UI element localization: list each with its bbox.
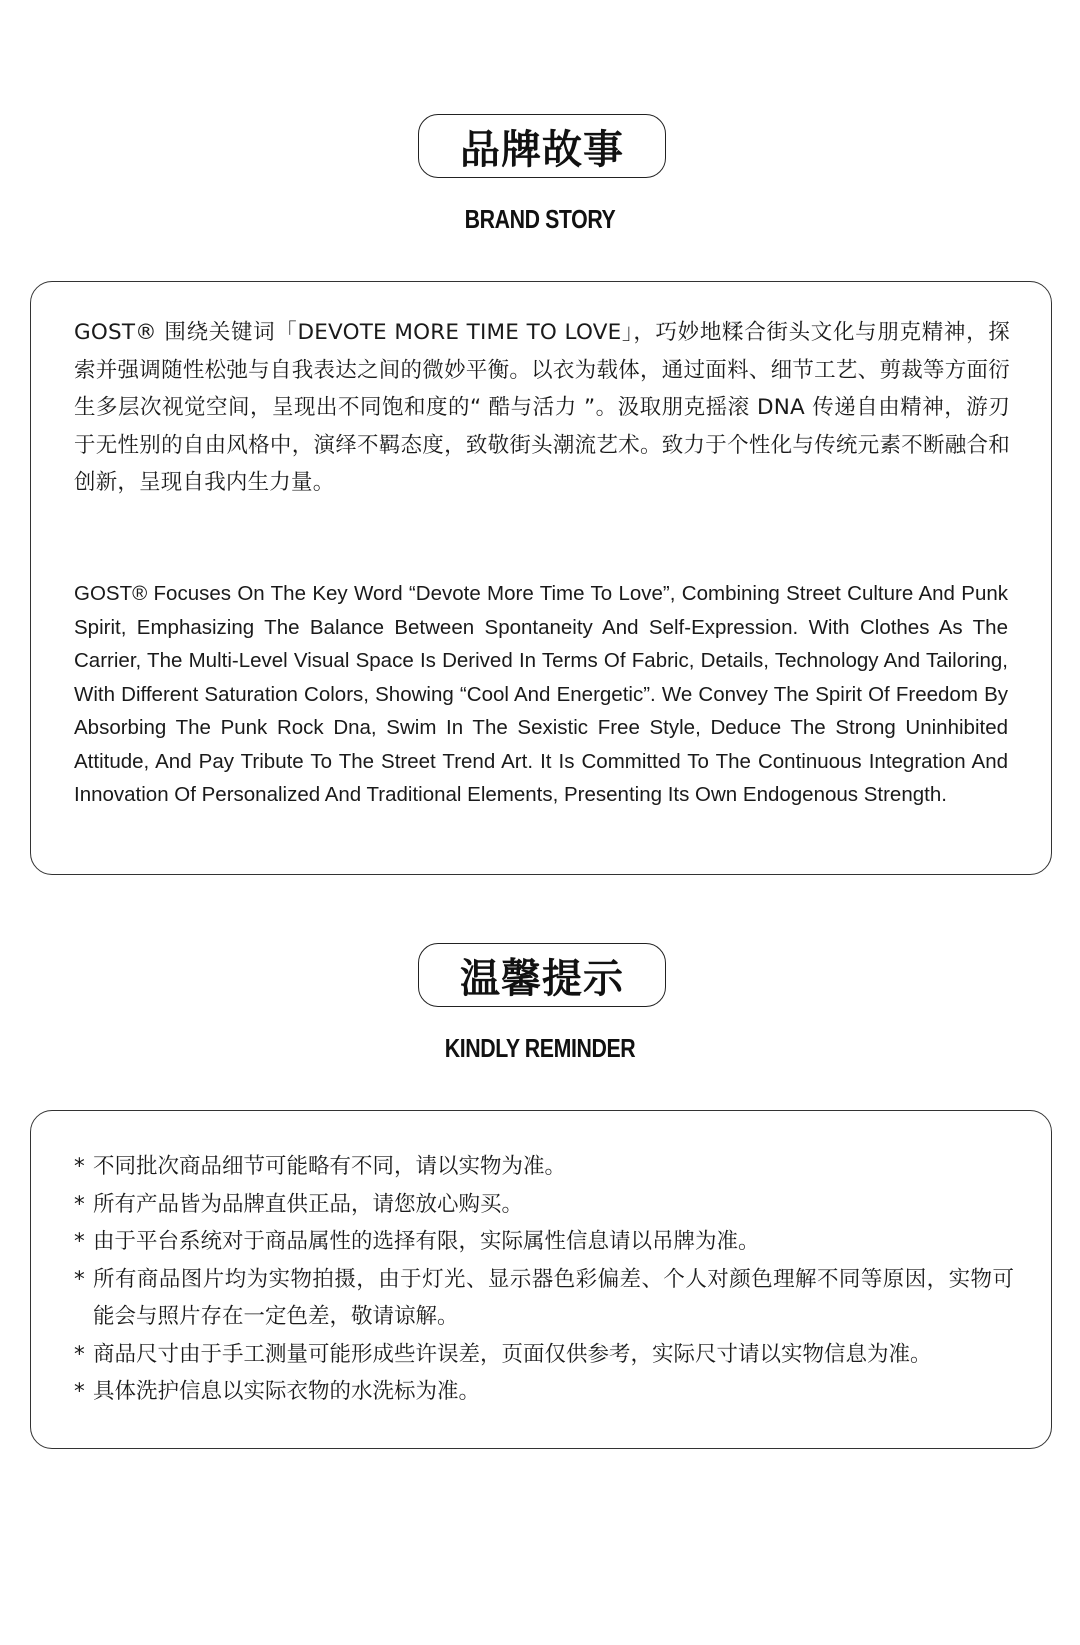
bullet-star: *: [74, 1229, 85, 1254]
reminder-subtitle: KINDLY REMINDER: [444, 1033, 636, 1063]
bullet-star: *: [74, 1266, 85, 1292]
bullet-star: *: [74, 1154, 85, 1179]
reminder-item-text: 具体洗护信息以实际衣物的水洗标为准。: [93, 1379, 481, 1404]
reminder-item: [74, 1261, 1014, 1336]
reminder-item-text: 由于平台系统对于商品属性的选择有限，实际属性信息请以吊牌为准。: [93, 1229, 760, 1254]
reminder-item-text: 不同批次商品细节可能略有不同，请以实物为准。: [93, 1154, 567, 1179]
brand-story-title: 品牌故事: [418, 114, 666, 178]
reminder-list: [74, 1148, 1014, 1411]
reminder-item: [74, 1148, 1014, 1186]
reminder-item: [74, 1186, 1014, 1224]
bullet-star: *: [74, 1341, 85, 1367]
brand-story-subtitle: BRAND STORY: [464, 204, 616, 234]
reminder-item: [74, 1223, 1014, 1261]
reminder-item-text: 所有产品皆为品牌直供正品，请您放心购买。: [93, 1191, 524, 1217]
reminder-item: [74, 1336, 1014, 1374]
brand-story-paragraph-en: GOST® Focuses On The Key Word “Devote More Time To Love”, Combining Street Culture And Punk Spirit, Emphasizing The Balance Between Spontaneity And Self-Expression. With Clothes As The Carrier, The Multi-Level Visual Space Is Derived In Terms Of Fabric, Details, Technology And Tailoring, With Different Saturation Colors, Showing “Cool And Energetic”. We Convey The Spirit Of Freedom By Absorbing The Punk Rock Dna, Swim In The Sexistic Free Style, Deduce The Strong Uninhibited Attitude, And Pay Tribute To The Street Trend Art. It Is Committed To The Continuous Integration And Innovation Of Personalized And Traditional Elements, Presenting Its Own Endogenous Strength.: [74, 582, 1008, 806]
bullet-star: *: [74, 1379, 85, 1404]
brand-story-paragraph-cn: GOST® 围绕关键词「DEVOTE MORE TIME TO LOVE」，巧妙地糅合街头文化与朋克精神，探索并强调随性松弛与自我表达之间的微妙平衡。以衣为载体，通过面料、细节工艺、剪裁等方面衍生多层次视觉空间，呈现出不同饱和度的“ 酷与活力 ”。汲取朋克摇滚 DNA 传递自由精神，游刃于无性别的自由风格中，演绎不羁态度，致敬街头潮流艺术。致力于个性化与传统元素不断融合和创新，呈现自我内生力量。: [74, 320, 1010, 495]
bullet-star: *: [74, 1191, 85, 1217]
reminder-title: 温馨提示: [418, 943, 666, 1007]
reminder-item-text: 商品尺寸由于手工测量可能形成些许误差，页面仅供参考，实际尺寸请以实物信息为准。: [93, 1341, 932, 1367]
reminder-item-text: 所有商品图片均为实物拍摄，由于灯光、显示器色彩偏差、个人对颜色理解不同等原因，实物可能会与照片存在一定色差，敬请谅解。: [93, 1266, 1014, 1329]
reminder-item: [74, 1373, 1014, 1411]
